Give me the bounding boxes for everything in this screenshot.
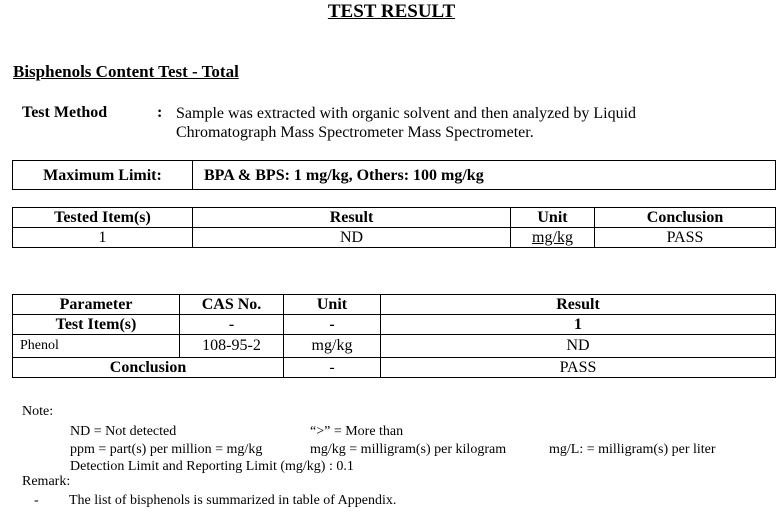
note-mgkg: mg/kg = milligram(s) per kilogram xyxy=(310,442,507,457)
note-mgl: mg/L: = milligram(s) per liter xyxy=(549,442,716,457)
summary-cell-conclusion: PASS xyxy=(595,228,776,248)
table-row xyxy=(13,358,776,378)
note-ppm: ppm = part(s) per million = mg/kg xyxy=(70,442,263,457)
parameter-table xyxy=(12,294,776,378)
note-label: Note: xyxy=(22,404,54,419)
param-cell-conclusion-value: PASS xyxy=(381,358,776,378)
summary-header-unit: Unit xyxy=(511,208,595,228)
summary-cell-item: 1 xyxy=(13,228,193,248)
param-cell-test-item-label: Test Item(s) xyxy=(13,315,180,335)
table-row xyxy=(13,335,776,358)
param-cell-result: ND xyxy=(381,335,776,358)
param-cell-conclusion-dash: - xyxy=(284,358,381,378)
summary-header-tested-items: Tested Item(s) xyxy=(13,208,193,228)
param-header-cas: CAS No. xyxy=(180,295,284,315)
maximum-limit-value: BPA & BPS: 1 mg/kg, Others: 100 mg/kg xyxy=(204,167,484,184)
section-title: Bisphenols Content Test - Total xyxy=(13,62,239,81)
summary-cell-result: ND xyxy=(193,228,511,248)
summary-header-conclusion: Conclusion xyxy=(595,208,776,228)
page-title: TEST RESULT xyxy=(327,1,456,22)
param-cell-cas: 108-95-2 xyxy=(180,335,284,358)
note-detection-limit: Detection Limit and Reporting Limit (mg/kg) : 0.1 xyxy=(70,459,354,474)
param-cell-conclusion-label: Conclusion xyxy=(13,358,284,378)
note-nd: ND = Not detected xyxy=(70,424,177,439)
test-method-line-2: Chromatograph Mass Spectrometer Mass Spectrometer. xyxy=(176,124,534,141)
summary-table-header xyxy=(13,208,776,228)
param-cell-item-number: 1 xyxy=(381,315,776,335)
maximum-limit-label: Maximum Limit: xyxy=(13,161,193,189)
param-header-unit: Unit xyxy=(284,295,381,315)
remark-label: Remark: xyxy=(22,474,71,489)
summary-header-result: Result xyxy=(193,208,511,228)
table-row xyxy=(13,228,776,248)
param-cell-name: Phenol xyxy=(13,335,180,358)
test-method-label: Test Method xyxy=(22,104,108,121)
remark-bullet: - xyxy=(34,493,39,508)
parameter-table-header xyxy=(13,295,776,315)
test-method-line-1: Sample was extracted with organic solvent and then analyzed by Liquid xyxy=(176,105,637,122)
remark-text: The list of bisphenols is summarized in table of Appendix. xyxy=(69,493,397,508)
param-header-result: Result xyxy=(381,295,776,315)
param-cell-unit-dash: - xyxy=(284,315,381,335)
param-header-parameter: Parameter xyxy=(13,295,180,315)
test-method-colon: : xyxy=(157,104,163,121)
note-more-than: “>” = More than xyxy=(310,424,404,439)
summary-table xyxy=(12,207,776,248)
param-cell-cas-dash: - xyxy=(180,315,284,335)
param-cell-unit: mg/kg xyxy=(284,335,381,358)
maximum-limit-box xyxy=(12,160,776,190)
table-row xyxy=(13,315,776,335)
summary-cell-unit: mg/kg xyxy=(511,228,595,248)
test-method-description xyxy=(176,104,736,142)
